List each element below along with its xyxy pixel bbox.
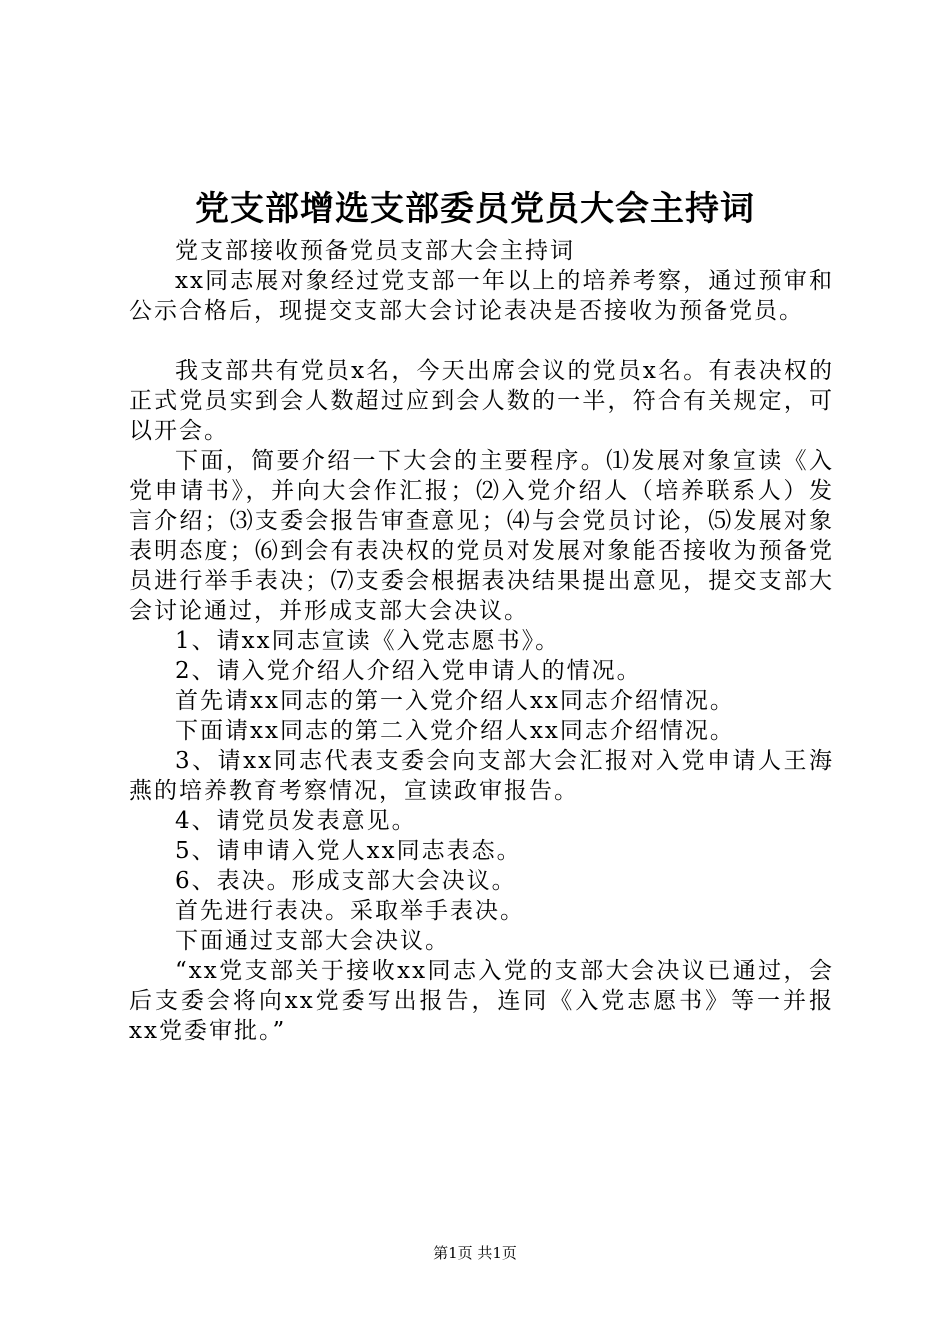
- paragraph-second-introducer: 下面请xx同志的第二入党介绍人xx同志介绍情况。: [175, 718, 735, 744]
- paragraph-blank: [129, 326, 834, 356]
- paragraph-step-4: 4、请党员发表意见。: [175, 808, 417, 834]
- paragraph-first-introducer: 首先请xx同志的第一入党介绍人xx同志介绍情况。: [175, 688, 735, 714]
- paragraph-resolution: 下面通过支部大会决议。: [175, 928, 450, 954]
- paragraph-vote: 首先进行表决。采取举手表决。: [175, 898, 525, 924]
- paragraph-step-5: 5、请申请入党人xx同志表态。: [175, 838, 522, 864]
- paragraph-step-3: 3、请xx同志代表支委会向支部大会汇报对入党申请人王海燕的培养教育考察情况，宣读政审报告。: [129, 748, 834, 804]
- document-title: 党支部增选支部委员党员大会主持词: [195, 189, 755, 229]
- paragraph-quorum: 我支部共有党员x名，今天出席会议的党员x名。有表决权的正式党员实到会人数超过应到会人数的一半，符合有关规定，可以开会。: [129, 358, 834, 444]
- paragraph-step-6: 6、表决。形成支部大会决议。: [175, 868, 517, 894]
- paragraph-step-2: 2、请入党介绍人介绍入党申请人的情况。: [175, 658, 642, 684]
- document-body: [129, 236, 834, 1046]
- paragraph-step-1: 1、请xx同志宣读《入党志愿书》。: [175, 628, 561, 654]
- paragraph-intro: xx同志展对象经过党支部一年以上的培养考察，通过预审和公示合格后，现提交支部大会讨论表决是否接收为预备党员。: [129, 268, 834, 324]
- paragraph-resolution-text: “xx党支部关于接收xx同志入党的支部大会决议已通过，会后支委会将向xx党委写出报告，连同《入党志愿书》等一并报xx党委审批。”: [129, 958, 834, 1044]
- paragraph-subtitle: 党支部接收预备党员支部大会主持词: [175, 238, 575, 264]
- paragraph-procedure: 下面，简要介绍一下大会的主要程序。⑴发展对象宣读《入党申请书》，并向大会作汇报；⑵入党介绍人（培养联系人）发言介绍；⑶支委会报告审查意见；⑷与会党员讨论，⑸发展对象表明态度；⑹到会有表决权的党员对发展对象能否接收为预备党员进行举手表决；⑺支委会根据表决结果提出意见，提交支部大会讨论通过，并形成支部大会决议。: [129, 448, 834, 624]
- page-footer: 第1页 共1页: [433, 1244, 517, 1262]
